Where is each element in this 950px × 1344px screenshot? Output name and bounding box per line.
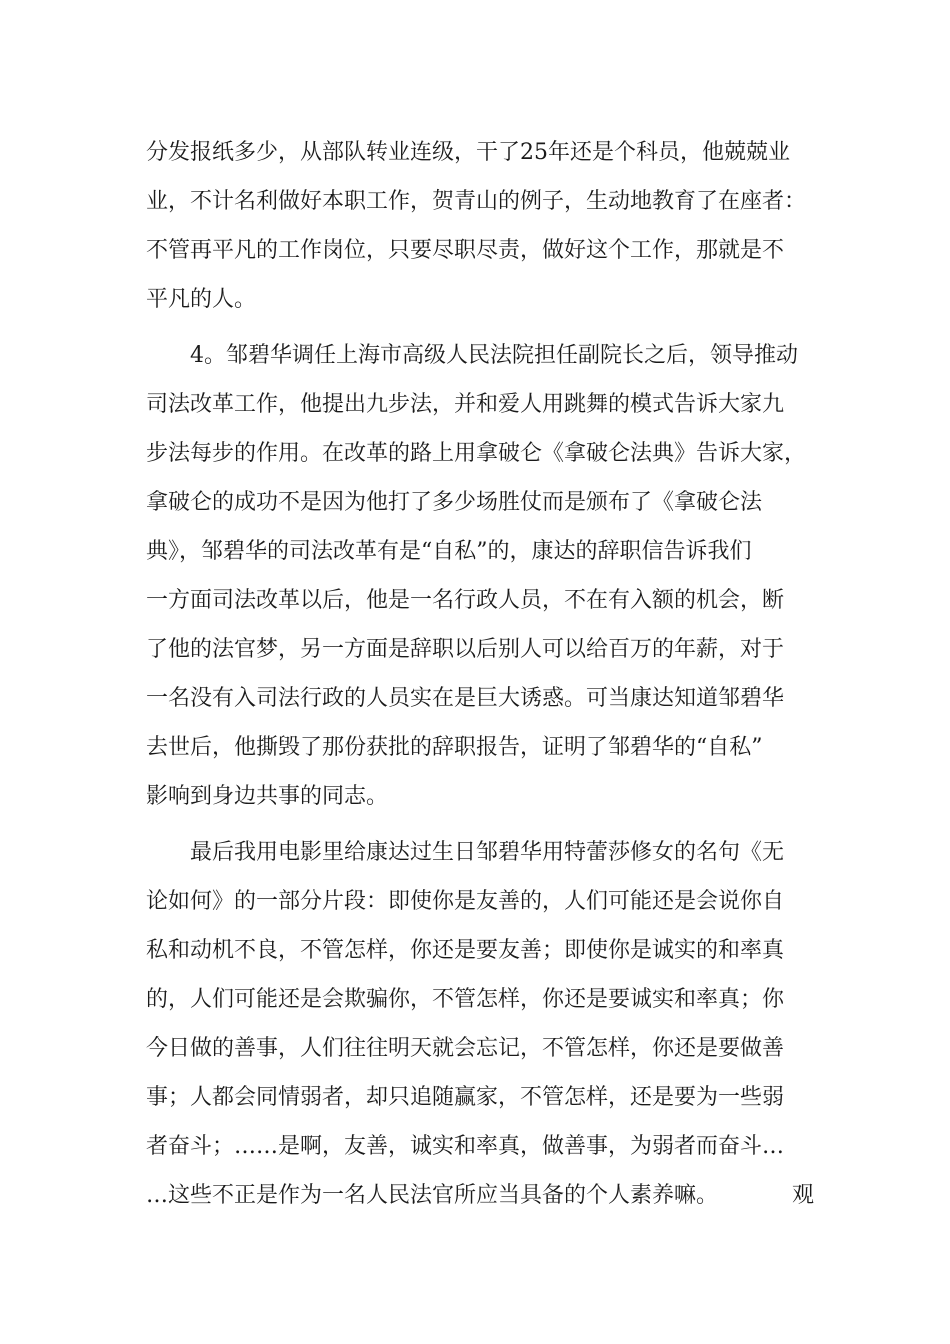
paragraph-line: 的，人们可能还是会欺骗你，不管怎样，你还是要诚实和率真；你 xyxy=(146,987,785,1012)
paragraph-line: 了他的法官梦，另一方面是辞职以后别人可以给百万的年薪，对于 xyxy=(146,637,785,662)
trailing-word: 观 xyxy=(791,1183,814,1208)
paragraph-line: 司法改革工作，他提出九步法，并和爱人用跳舞的模式告诉大家九 xyxy=(146,392,785,417)
paragraph-line: 今日做的善事，人们往往明天就会忘记，不管怎样，你还是要做善 xyxy=(146,1036,785,1061)
paragraph-line: 者奋斗；……是啊，友善，诚实和率真，做善事，为弱者而奋斗… xyxy=(146,1134,785,1159)
paragraph-line: 步法每步的作用。在改革的路上用拿破仑《拿破仑法典》告诉大家， xyxy=(146,441,807,466)
paragraph-3 xyxy=(146,828,814,1220)
paragraph-line: 不管再平凡的工作岗位，只要尽职尽责，做好这个工作，那就是不 xyxy=(146,238,785,263)
paragraph-line: 业，不计名利做好本职工作，贺青山的例子，生动地教育了在座者： xyxy=(146,189,807,214)
paragraph-line: 一方面司法改革以后，他是一名行政人员，不在有入额的机会，断 xyxy=(146,588,785,613)
paragraph-line: 私和动机不良，不管怎样，你还是要友善；即使你是诚实的和率真 xyxy=(146,938,785,963)
paragraph-line: 事；人都会同情弱者，却只追随赢家，不管怎样，还是要为一些弱 xyxy=(146,1085,785,1110)
paragraph-line: 分发报纸多少，从部队转业连级，干了25年还是个科员，他兢兢业 xyxy=(146,140,790,165)
paragraph-line: 典》，邹碧华的司法改革有是“自私”的，康达的辞职信告诉我们 xyxy=(146,539,752,564)
paragraph-line: 论如何》的一部分片段：即使你是友善的，人们可能还是会说你自 xyxy=(146,889,785,914)
paragraph-last-line xyxy=(146,1171,814,1220)
paragraph-1 xyxy=(146,128,814,324)
paragraph-line: 拿破仑的成功不是因为他打了多少场胜仗而是颁布了《拿破仑法 xyxy=(146,490,763,515)
paragraph-line: 去世后，他撕毁了那份获批的辞职报告，证明了邹碧华的“自私” xyxy=(146,735,763,760)
paragraph-line: 影响到身边共事的同志。 xyxy=(146,784,389,809)
paragraph-line: 4。邹碧华调任上海市高级人民法院担任副院长之后，领导推动 xyxy=(190,343,798,368)
paragraph-line: 平凡的人。 xyxy=(146,287,257,312)
paragraph-line-text: …这些不正是作为一名人民法官所应当具备的个人素养嘛。 xyxy=(146,1183,719,1208)
paragraph-line: 一名没有入司法行政的人员实在是巨大诱惑。可当康达知道邹碧华 xyxy=(146,686,785,711)
paragraph-2 xyxy=(146,331,814,821)
document-body xyxy=(146,128,814,1220)
paragraph-line: 最后我用电影里给康达过生日邹碧华用特蕾莎修女的名句《无 xyxy=(190,840,785,865)
